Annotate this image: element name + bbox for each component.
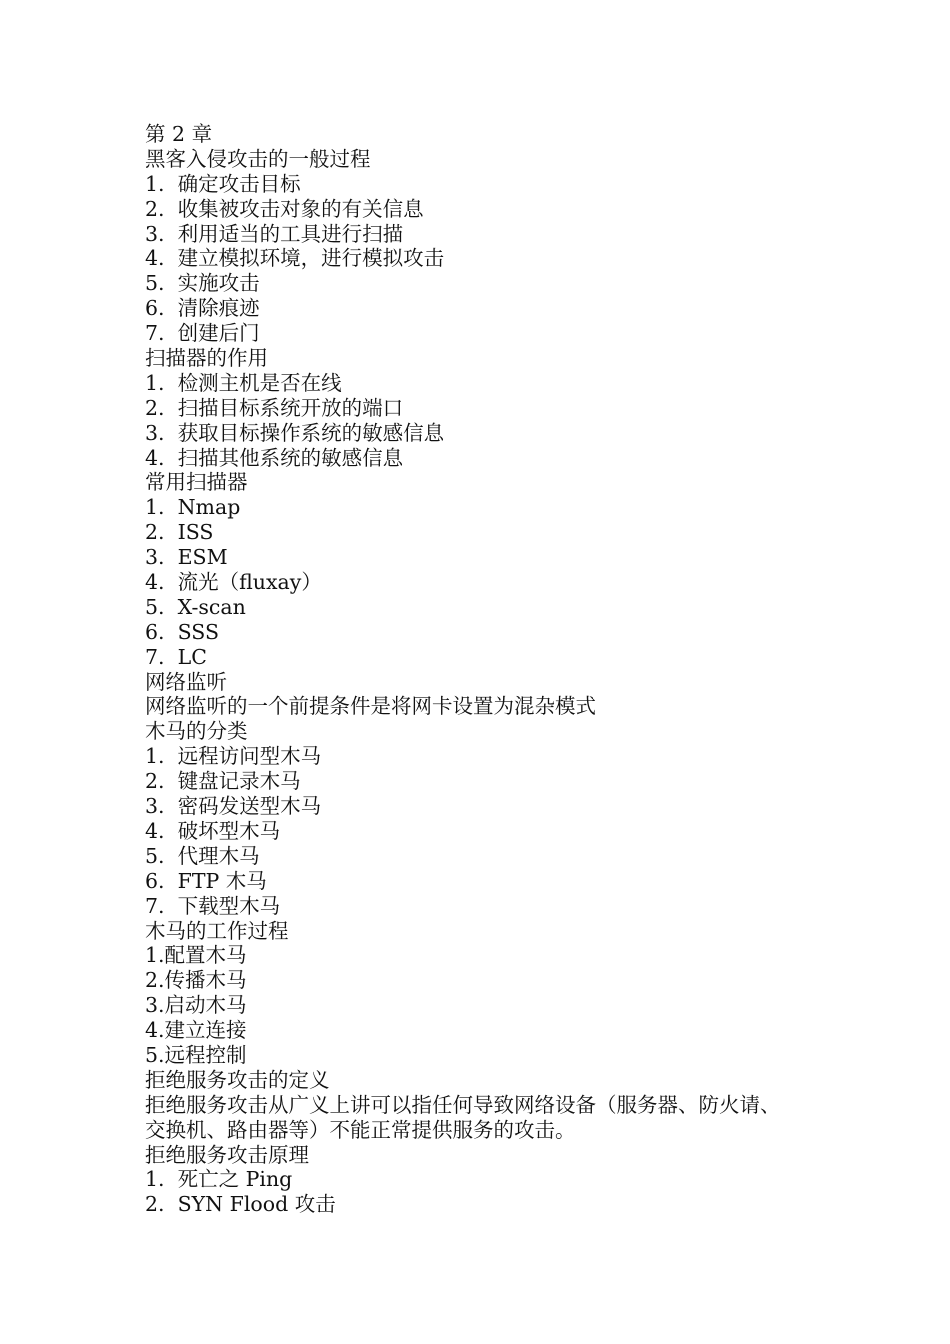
list-item: 1. 远程访问型木马 [145,744,322,769]
section-heading-trojan-types: 木马的分类 [145,719,248,744]
list-item: 7. 创建后门 [145,321,260,346]
list-item: 2. 键盘记录木马 [145,769,301,794]
list-item: 7. 下载型木马 [145,893,281,918]
list-item: 1. 确定攻击目标 [145,171,301,196]
list-item: 3. 获取目标操作系统的敏感信息 [145,420,445,445]
list-item: 5. 实施攻击 [145,271,260,296]
list-item: 1. 死亡之 Ping [145,1167,293,1192]
list-item: 1. Nmap [145,495,241,520]
list-item: 6. 清除痕迹 [145,296,260,321]
paragraph-text: 拒绝服务攻击从广义上讲可以指任何导致网络设备（服务器、防火请、 [145,1092,781,1117]
paragraph-text: 交换机、路由器等）不能正常提供服务的攻击。 [145,1117,576,1142]
list-item: 5.远程控制 [145,1042,247,1067]
list-item: 3. ESM [145,545,228,570]
list-item: 6. FTP 木马 [145,868,267,893]
list-item: 4. 流光（fluxay） [145,570,322,595]
section-heading-common-scanners: 常用扫描器 [145,470,248,495]
list-item: 3. 利用适当的工具进行扫描 [145,221,404,246]
list-item: 4.建立连接 [145,1018,247,1043]
document-body [145,122,865,1217]
section-heading-scanner-role: 扫描器的作用 [145,346,268,371]
list-item: 2.传播木马 [145,968,247,993]
section-heading-trojan-workflow: 木马的工作过程 [145,918,289,943]
list-item: 1. 检测主机是否在线 [145,370,342,395]
list-item: 4. 建立模拟环境，进行模拟攻击 [145,246,445,271]
section-heading-dos-definition: 拒绝服务攻击的定义 [145,1067,330,1092]
list-item: 5. 代理木马 [145,843,260,868]
list-item: 3.启动木马 [145,993,247,1018]
chapter-heading: 第 2 章 [145,122,213,146]
list-item: 4. 扫描其他系统的敏感信息 [145,445,404,470]
section-heading-dos-principle: 拒绝服务攻击原理 [145,1142,309,1167]
section-heading-network-sniffing: 网络监听 [145,669,227,694]
list-item: 3. 密码发送型木马 [145,794,322,819]
list-item: 2. ISS [145,520,214,545]
list-item: 2. SYN Flood 攻击 [145,1192,336,1217]
paragraph-text: 网络监听的一个前提条件是将网卡设置为混杂模式 [145,694,596,719]
section-heading-intrusion-process: 黑客入侵攻击的一般过程 [145,146,371,171]
list-item: 1.配置木马 [145,943,247,968]
list-item: 5. X-scan [145,594,246,619]
list-item: 7. LC [145,644,207,669]
list-item: 4. 破坏型木马 [145,818,281,843]
list-item: 2. 扫描目标系统开放的端口 [145,395,404,420]
list-item: 6. SSS [145,619,220,644]
list-item: 2. 收集被攻击对象的有关信息 [145,196,424,221]
